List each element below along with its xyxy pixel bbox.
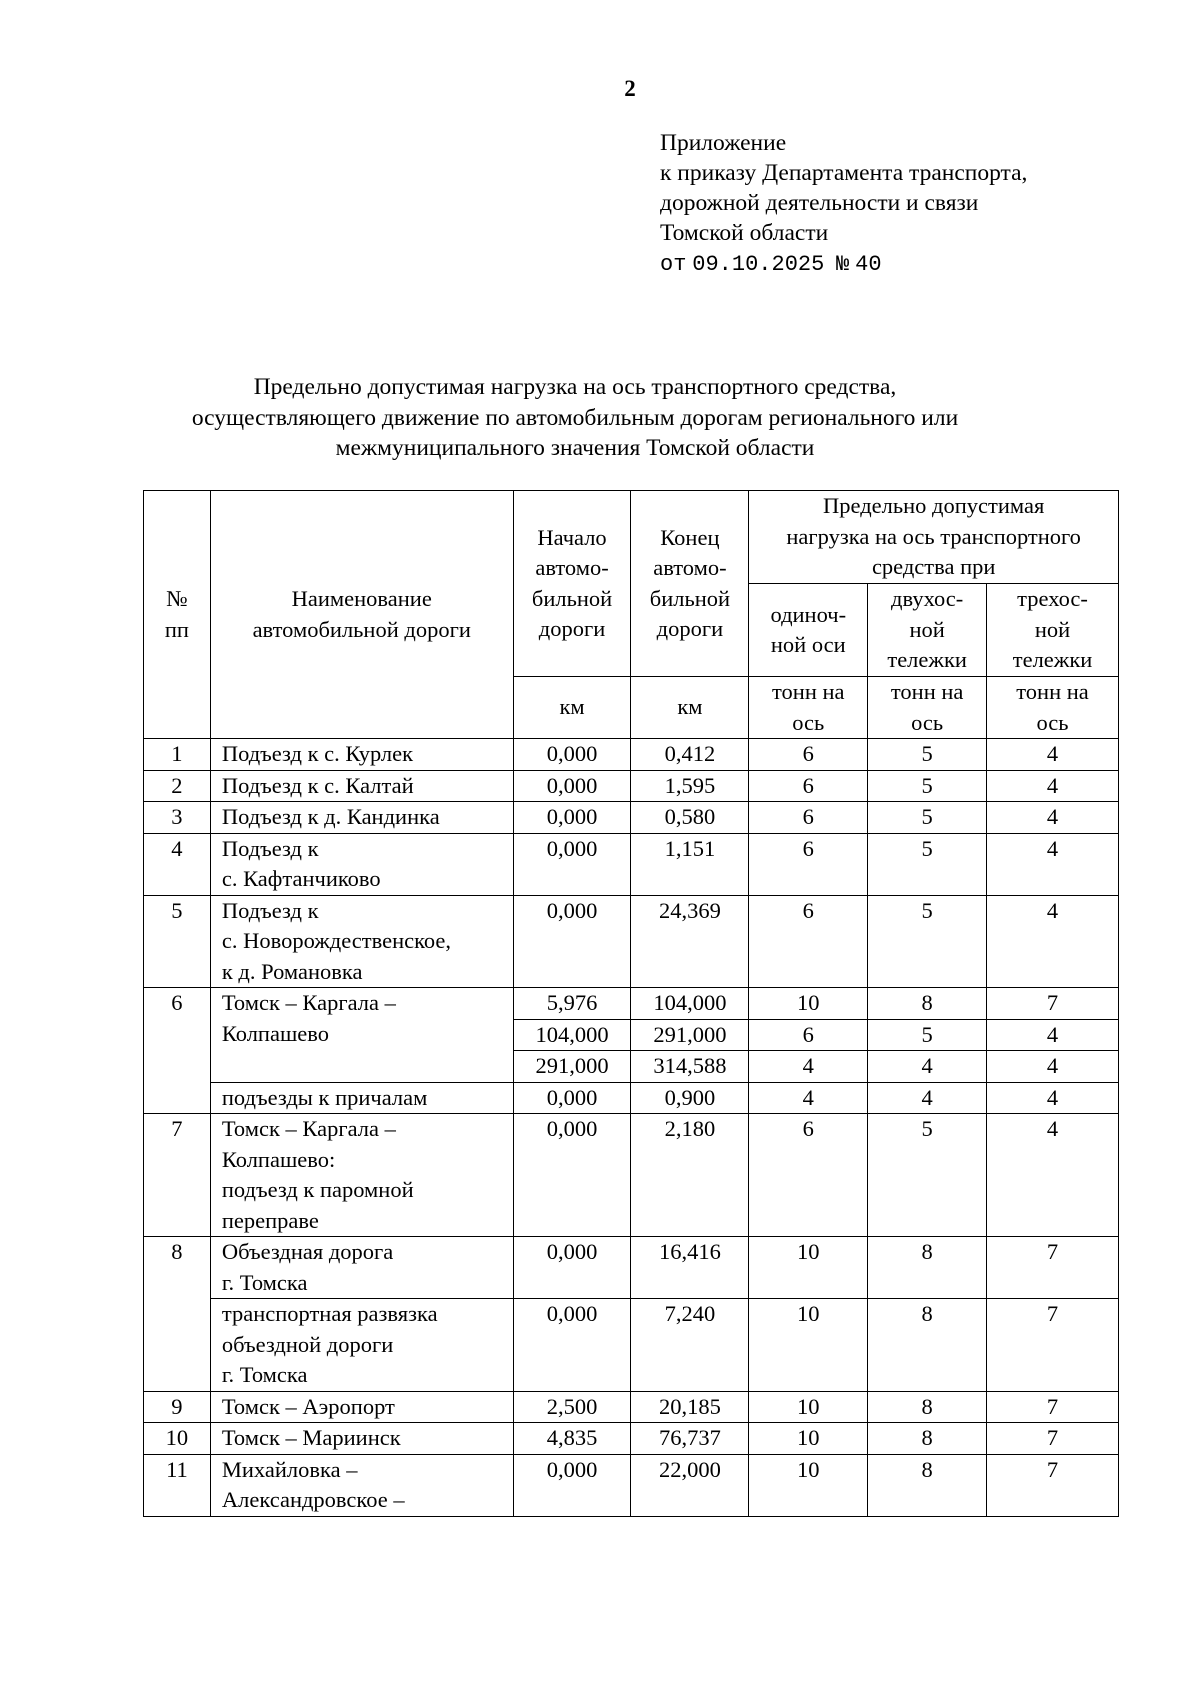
end-km: 291,000: [631, 1019, 749, 1051]
table-row: [144, 895, 1119, 988]
end-km: 22,000: [631, 1454, 749, 1516]
road-name: Томск – Мариинск: [210, 1423, 513, 1455]
date-prefix: от: [660, 252, 687, 277]
end-km: 1,151: [631, 833, 749, 895]
double-bogie-load: 5: [868, 833, 987, 895]
start-km: 4,835: [513, 1423, 631, 1455]
title-line: Предельно допустимая нагрузка на ось транспортного средства,: [253, 374, 897, 400]
approval-line: к приказу Департамента транспорта,: [660, 160, 1028, 186]
single-axle-load: 6: [749, 770, 868, 802]
start-km: 0,000: [513, 895, 631, 988]
table-row: [144, 770, 1119, 802]
table-row: [144, 1454, 1119, 1516]
road-name: Михайловка – Александровское –: [210, 1454, 513, 1516]
double-bogie-load: 5: [868, 770, 987, 802]
unit-start: км: [513, 677, 631, 739]
single-axle-load: 10: [749, 988, 868, 1020]
single-axle-load: 6: [749, 895, 868, 988]
table-row: [144, 1082, 1119, 1114]
end-km: 2,180: [631, 1114, 749, 1237]
title-line: межмуниципального значения Томской области: [335, 435, 815, 461]
start-km: 2,500: [513, 1391, 631, 1423]
end-km: 24,369: [631, 895, 749, 988]
double-bogie-load: 5: [868, 1019, 987, 1051]
unit-single: тонн на ось: [749, 677, 868, 739]
unit-double: тонн на ось: [868, 677, 987, 739]
header-end: Конец автомо- бильной дороги: [631, 491, 749, 677]
end-km: 0,900: [631, 1082, 749, 1114]
road-name: подъезды к причалам: [210, 1082, 513, 1114]
header-start: Начало автомо- бильной дороги: [513, 491, 631, 677]
order-date: 09.10.2025: [692, 252, 825, 277]
row-number: 10: [144, 1423, 211, 1455]
start-km: 291,000: [513, 1051, 631, 1083]
end-km: 0,580: [631, 802, 749, 834]
document-title: [130, 372, 1020, 464]
table-row: [144, 833, 1119, 895]
table-row: [144, 802, 1119, 834]
number-sign: №: [836, 252, 850, 277]
road-name: Томск – Аэропорт: [210, 1391, 513, 1423]
single-axle-load: 6: [749, 1019, 868, 1051]
triple-bogie-load: 7: [987, 1299, 1119, 1392]
table-row: [144, 1114, 1119, 1237]
approval-block: [660, 128, 1027, 280]
approval-line: Томской области: [660, 220, 829, 246]
road-name: Подъезд к с. Курлек: [210, 739, 513, 771]
single-axle-load: 6: [749, 739, 868, 771]
header-double-bogie: двухос- ной тележки: [868, 584, 987, 677]
triple-bogie-load: 4: [987, 1114, 1119, 1237]
double-bogie-load: 8: [868, 1299, 987, 1392]
end-km: 104,000: [631, 988, 749, 1020]
row-number: 7: [144, 1114, 211, 1237]
end-km: 20,185: [631, 1391, 749, 1423]
triple-bogie-load: 4: [987, 1082, 1119, 1114]
table-row: [144, 1391, 1119, 1423]
triple-bogie-load: 4: [987, 770, 1119, 802]
road-name: Подъезд к с. Калтай: [210, 770, 513, 802]
unit-triple: тонн на ось: [987, 677, 1119, 739]
table-row: [144, 1299, 1119, 1392]
triple-bogie-load: 4: [987, 895, 1119, 988]
start-km: 0,000: [513, 1237, 631, 1299]
single-axle-load: 6: [749, 833, 868, 895]
single-axle-load: 6: [749, 802, 868, 834]
row-number: 6: [144, 988, 211, 1114]
triple-bogie-load: 4: [987, 802, 1119, 834]
start-km: 0,000: [513, 770, 631, 802]
row-number: 1: [144, 739, 211, 771]
table-row: [144, 1423, 1119, 1455]
unit-end: км: [631, 677, 749, 739]
double-bogie-load: 5: [868, 895, 987, 988]
double-bogie-load: 5: [868, 1114, 987, 1237]
table-row: [144, 988, 1119, 1020]
double-bogie-load: 4: [868, 1082, 987, 1114]
double-bogie-load: 8: [868, 988, 987, 1020]
triple-bogie-load: 7: [987, 988, 1119, 1020]
road-name: Подъезд к с. Кафтанчиково: [210, 833, 513, 895]
triple-bogie-load: 7: [987, 1237, 1119, 1299]
triple-bogie-load: 4: [987, 833, 1119, 895]
table-row: [144, 1237, 1119, 1299]
double-bogie-load: 4: [868, 1051, 987, 1083]
triple-bogie-load: 4: [987, 1051, 1119, 1083]
start-km: 5,976: [513, 988, 631, 1020]
triple-bogie-load: 7: [987, 1391, 1119, 1423]
approval-date-line: [660, 248, 1027, 280]
road-name: Подъезд к д. Кандинка: [210, 802, 513, 834]
end-km: 16,416: [631, 1237, 749, 1299]
approval-line: дорожной деятельности и связи: [660, 190, 979, 216]
row-number: 9: [144, 1391, 211, 1423]
axle-load-table: [143, 490, 1119, 1517]
single-axle-load: 10: [749, 1423, 868, 1455]
road-name: Подъезд к с. Новорождественское, к д. Романовка: [210, 895, 513, 988]
end-km: 1,595: [631, 770, 749, 802]
row-number: 5: [144, 895, 211, 988]
single-axle-load: 10: [749, 1299, 868, 1392]
end-km: 0,412: [631, 739, 749, 771]
approval-line: Приложение: [660, 130, 787, 156]
triple-bogie-load: 4: [987, 1019, 1119, 1051]
triple-bogie-load: 7: [987, 1454, 1119, 1516]
double-bogie-load: 8: [868, 1454, 987, 1516]
header-single-axle: одиноч- ной оси: [749, 584, 868, 677]
header-name: Наименование автомобильной дороги: [210, 491, 513, 739]
road-name: Объездная дорога г. Томска: [210, 1237, 513, 1299]
single-axle-load: 10: [749, 1391, 868, 1423]
start-km: 0,000: [513, 802, 631, 834]
start-km: 0,000: [513, 739, 631, 771]
header-num: № пп: [144, 491, 211, 739]
single-axle-load: 6: [749, 1114, 868, 1237]
end-km: 314,588: [631, 1051, 749, 1083]
triple-bogie-load: 4: [987, 739, 1119, 771]
road-name: Томск – Каргала – Колпашево: подъезд к паромной переправе: [210, 1114, 513, 1237]
page-number: 2: [624, 76, 636, 101]
single-axle-load: 10: [749, 1454, 868, 1516]
road-name: Томск – Каргала – Колпашево: [210, 988, 513, 1083]
end-km: 76,737: [631, 1423, 749, 1455]
double-bogie-load: 8: [868, 1237, 987, 1299]
header-load-group: Предельно допустимая нагрузка на ось транспортного средства при: [749, 491, 1119, 584]
double-bogie-load: 8: [868, 1423, 987, 1455]
double-bogie-load: 8: [868, 1391, 987, 1423]
row-number: 11: [144, 1454, 211, 1516]
road-name: транспортная развязка объездной дороги г. Томска: [210, 1299, 513, 1392]
start-km: 0,000: [513, 833, 631, 895]
table-row: [144, 739, 1119, 771]
header-triple-bogie: трехос- ной тележки: [987, 584, 1119, 677]
single-axle-load: 10: [749, 1237, 868, 1299]
triple-bogie-load: 7: [987, 1423, 1119, 1455]
row-number: 4: [144, 833, 211, 895]
start-km: 0,000: [513, 1114, 631, 1237]
start-km: 0,000: [513, 1299, 631, 1392]
single-axle-load: 4: [749, 1082, 868, 1114]
title-line: осуществляющего движение по автомобильным дорогам регионального или: [191, 404, 959, 431]
single-axle-load: 4: [749, 1051, 868, 1083]
start-km: 0,000: [513, 1082, 631, 1114]
row-number: 2: [144, 770, 211, 802]
double-bogie-load: 5: [868, 802, 987, 834]
row-number: 8: [144, 1237, 211, 1392]
row-number: 3: [144, 802, 211, 834]
start-km: 0,000: [513, 1454, 631, 1516]
order-number: 40: [855, 252, 882, 277]
double-bogie-load: 5: [868, 739, 987, 771]
start-km: 104,000: [513, 1019, 631, 1051]
end-km: 7,240: [631, 1299, 749, 1392]
